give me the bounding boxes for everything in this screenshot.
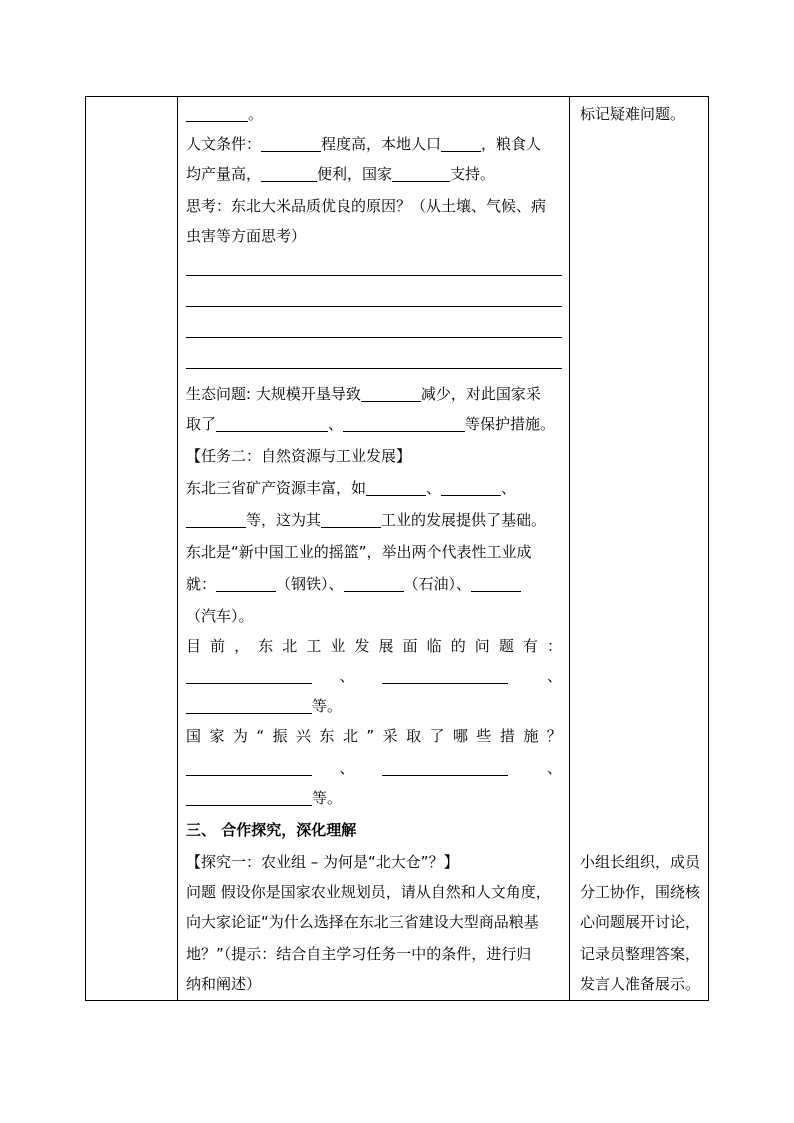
blank — [261, 163, 317, 182]
blank — [186, 509, 246, 528]
blank — [261, 133, 321, 152]
content-line: 东北是“新中国工业的摇篮”，举出两个代表性工业成 — [186, 543, 532, 561]
content-line: 虫害等方面思考） — [186, 227, 307, 245]
blank — [186, 787, 312, 806]
content-line: 生态问题: 大规模开垦导致 减少，对此国家采 — [186, 385, 541, 403]
answer-line — [186, 306, 562, 307]
content-line: 国 家 为 “ 振 兴 东 北 ” 采 取 了 哪 些 措 施 ？ — [186, 727, 562, 745]
blank — [382, 665, 508, 684]
blank — [216, 413, 328, 432]
blank — [361, 383, 421, 402]
content-line: 等，这为其 工业的发展提供了基础。 — [186, 505, 568, 535]
content-line: 东北三省矿产资源丰富，如 、 、 — [186, 479, 517, 497]
blank — [216, 573, 276, 592]
note-line: 记录员整理答案， — [580, 945, 701, 963]
content-column — [178, 97, 570, 1000]
section-heading: 【探究一：农业组 – 为何是“北大仓”？】 — [186, 853, 459, 871]
blank — [343, 413, 465, 432]
content-line: 问题 假设你是国家农业规划员，请从自然和人文角度， — [186, 883, 551, 901]
content-line: 、 、 — [186, 753, 568, 783]
blank — [186, 103, 248, 122]
content-line: 等。 — [186, 783, 568, 813]
content-line: 思考：东北大米品质优良的原因？（从土壤、气候、病 — [186, 197, 547, 215]
content-line: 人文条件： 程度高，本地人口 ，粮食人 — [186, 135, 542, 153]
note-line: 小组长组织，成员 — [580, 853, 701, 871]
content-line: 地？”（提示：结合自主学习任务一中的条件，进行归 — [186, 945, 532, 963]
content-line: 纳和阐述） — [186, 975, 262, 993]
lesson-plan-table — [85, 96, 709, 1001]
blank — [441, 133, 481, 152]
blank — [392, 163, 450, 182]
blank — [321, 509, 381, 528]
content-line: 取了 、 等保护措施。 — [186, 415, 556, 433]
blank — [186, 695, 312, 714]
blank — [471, 573, 521, 592]
note-line: 标记疑难问题。 — [580, 105, 686, 123]
content-line: （汽车）。 — [186, 607, 254, 625]
note-line: 分工协作，围绕核 — [580, 883, 701, 901]
note-line: 发言人准备展示。 — [580, 975, 701, 993]
answer-line — [186, 275, 562, 276]
answer-line — [186, 337, 562, 338]
content-line: 均产量高， 便利，国家 支持。 — [186, 165, 496, 183]
blank — [382, 757, 508, 776]
section-heading: 【任务二：自然资源与工业发展】 — [186, 447, 412, 465]
notes-column — [570, 97, 708, 1000]
note-line: 心问题展开讨论， — [580, 913, 701, 931]
blank — [186, 757, 312, 776]
content-line: 等。 — [186, 691, 568, 721]
content-line: 、 、 — [186, 661, 568, 691]
answer-line — [186, 368, 562, 369]
content-line: 目 前 ， 东 北 工 业 发 展 面 临 的 问 题 有 ： — [186, 637, 562, 655]
section-title: 三、 合作探究，深化理解 — [186, 821, 357, 839]
left-column — [86, 97, 178, 1000]
content-line: 就： （钢铁）、 （石油）、 — [186, 569, 568, 599]
content-line: 向大家论证“为什么选择在东北三省建设大型商品粮基 — [186, 913, 539, 931]
blank — [366, 477, 426, 496]
blank — [441, 477, 501, 496]
blank — [186, 665, 312, 684]
blank — [344, 573, 404, 592]
content-line: 。 — [186, 99, 568, 129]
